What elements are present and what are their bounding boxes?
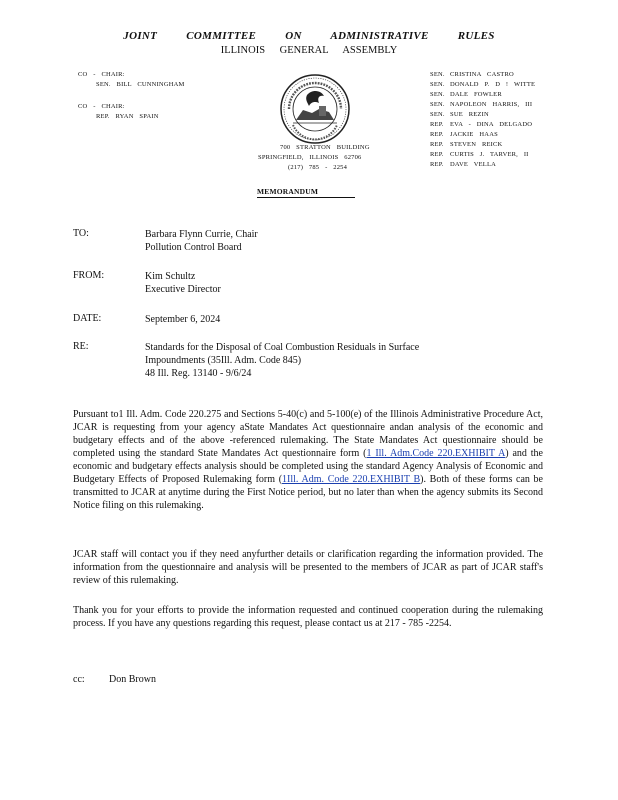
member-item	[430, 160, 535, 170]
member-name: NAPOLEON HARRIS, III	[450, 101, 533, 108]
seal-icon	[279, 73, 351, 145]
member-name: SUE REZIN	[450, 111, 489, 118]
member-item	[430, 140, 535, 150]
member-name: CRISTINA CASTRO	[450, 71, 514, 78]
member-role: SEN.	[430, 111, 445, 118]
from-line: Executive Director	[145, 284, 221, 295]
date-value: September 6, 2024	[145, 314, 221, 325]
state-seal	[279, 73, 351, 145]
seal-text	[351, 73, 352, 74]
member-item	[430, 70, 535, 80]
exhibit-b-link[interactable]: 1Ill. Adm. Code 220.EXHIBIT B	[282, 474, 421, 485]
member-name: EVA - DINA DELGADO	[450, 121, 533, 128]
co-chairs	[78, 70, 185, 122]
co-chair-name: REP. RYAN SPAIN	[96, 113, 159, 120]
paragraph-text: ). Both of these forms can be transmitted to JCAR at anytime during the First Notice period, but no later than when the agency submits its Second Notice filing on this rulemaking.	[73, 474, 543, 511]
date-label: DATE:	[73, 313, 102, 324]
co-chair-label: CO - CHAIR:	[78, 103, 125, 110]
assembly-title: ILLINOIS GENERAL ASSEMBLY	[220, 45, 398, 56]
re-value	[145, 341, 419, 380]
from-value	[145, 270, 221, 296]
body-paragraph-contact: JCAR staff will contact you if they need anyfurther details or clarification regarding the information provided. The information from the questionnaire and analysis will be presented to the members of JCAR as part of JCAR staff's review of this rulemaking.	[73, 549, 543, 586]
to-line: Pollution Control Board	[145, 242, 242, 253]
paragraph-text: Pursuant to1 Ill. Adm. Code 220.275 and Sections 5-40(c) and 5-100(e) of the Illinois Administrative Procedure Act, JCAR is requesting from your agency aState Mandates Act questionnaire andan analysis of the economic and budgetary effects and of the above -referenced rulemaking. The State Mandates Act questionnaire should be completed using the standard State Mandates Act questionnaire form (	[73, 409, 543, 459]
co-chair-label: CO - CHAIR:	[78, 71, 125, 78]
from-label: FROM:	[73, 270, 105, 281]
body-paragraph-request	[73, 408, 543, 512]
re-label: RE:	[73, 341, 89, 352]
address-line: 700 STRATTON BUILDING	[280, 144, 370, 151]
office-address	[256, 143, 370, 173]
member-item	[430, 100, 535, 110]
member-role: REP.	[430, 161, 444, 168]
memo-heading: MEMORANDUM	[257, 187, 355, 198]
member-item	[430, 90, 535, 100]
member-role: REP.	[430, 131, 444, 138]
body-paragraph-thanks: Thank you for your efforts to provide the information requested and continued cooperation during the rulemaking process. If you have any questions regarding this request, please contact us at 217 - 785 -2254.	[73, 605, 543, 629]
member-name: CURTIS J. TARVER, II	[450, 151, 529, 158]
member-item	[430, 130, 535, 140]
cc-value: Don Brown	[109, 674, 156, 685]
member-role: REP.	[430, 151, 444, 158]
member-item	[430, 80, 535, 90]
committee-title: JOINT COMMITTEE ON ADMINISTRATIVE RULES	[123, 30, 495, 42]
member-name: DONALD P. D ! WITTE	[450, 81, 536, 88]
co-chair-name: SEN. BILL CUNNINGHAM	[96, 81, 185, 88]
member-role: REP.	[430, 121, 444, 128]
cc-label: cc:	[73, 674, 85, 685]
member-role: SEN.	[430, 91, 445, 98]
member-role: REP.	[430, 141, 444, 148]
to-line: Barbara Flynn Currie, Chair	[145, 229, 258, 240]
member-item	[430, 150, 535, 160]
paragraph-text: ) and the economic and budgetary effects analysis should be completed using the standard Agency Analysis of Economic and Budgetary Effects of Proposed Rulemaking form (	[73, 448, 543, 485]
to-label: TO:	[73, 228, 89, 239]
member-item	[430, 110, 535, 120]
member-name: DAVE VELLA	[450, 161, 497, 168]
address-line: (217) 785 - 2254	[288, 164, 348, 171]
member-role: SEN.	[430, 71, 445, 78]
re-line: Standards for the Disposal of Coal Combustion Residuals in Surface	[145, 342, 420, 353]
address-line: SPRINGFIELD, ILLINOIS 62706	[258, 154, 362, 161]
from-line: Kim Schultz	[145, 271, 196, 282]
to-value	[145, 228, 258, 254]
re-line: 48 Ill. Reg. 13140 - 9/6/24	[145, 368, 252, 379]
committee-members	[430, 70, 535, 170]
member-item	[430, 120, 535, 130]
member-name: JACKIE HAAS	[450, 131, 498, 138]
re-line: Impoundments (35Ill. Adm. Code 845)	[145, 355, 302, 366]
exhibit-a-link[interactable]: 1 Ill. Adm.Code 220.EXHIBIT A	[366, 448, 506, 459]
member-role: SEN.	[430, 81, 445, 88]
member-name: DALE FOWLER	[450, 91, 502, 98]
member-name: STEVEN REICK	[450, 141, 503, 148]
member-role: SEN.	[430, 101, 445, 108]
